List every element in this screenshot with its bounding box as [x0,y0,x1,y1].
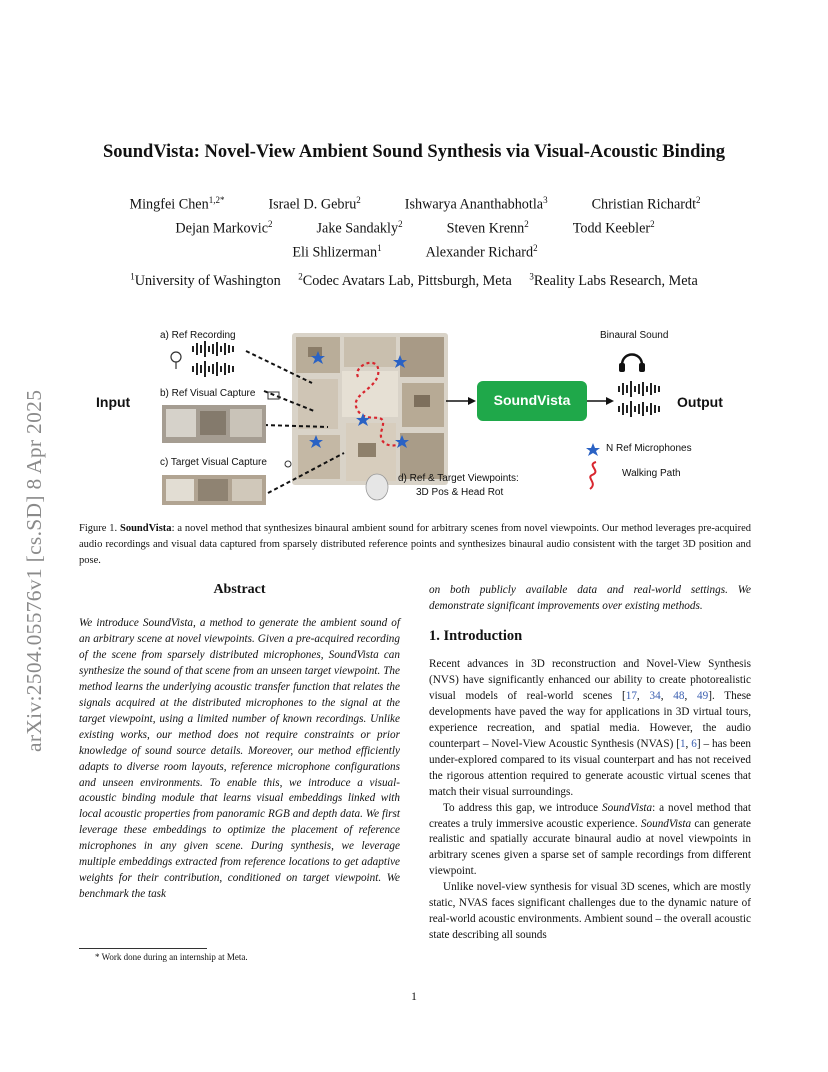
author: Israel D. Gebru$^2$ [268,195,361,213]
paragraph: To address this gap, we introduce SoundVista: a novel method that creates a truly immersive acoustic experience. SoundVista can generate realistic and spatially accurate binaural audio at novel viewpoints in arbitrary scenes given a sparse set of sample recordings from different viewpoint. [429,801,751,878]
affiliations [0,271,828,290]
abstract-heading-wrap [79,582,400,598]
ref-visual-label: b) Ref Visual Capture [160,388,256,399]
binaural-label: Binaural Sound [600,330,669,341]
author: Dejan Markovic$^2$ [175,219,273,237]
input-label: Input [96,394,131,410]
soundvista-label: SoundVista [493,392,571,408]
target-visual-label: c) Target Visual Capture [160,457,267,468]
page-number: 1 [411,991,417,1003]
footnote: * Work done during an internship at Meta. [95,952,248,962]
paragraph: Recent advances in 3D reconstruction and Novel-View Synthesis (NVS) have significantly enhanced our ability to create photorealistic visual models of real-world scenes [17, 34, 48, 49]. These developments have paved the way for applications in 3D virtual tours, experience recreation, and spatial media. However, the audio counterpart – Novel-View Acoustic Synthesis (NVAS) [1, 6] – has been under-explored compared to its visual counterpart and has not received the rigorous attention required to generate acoustic virtual scenes that match their visual surroundings. [429,658,752,798]
intro-body [429,657,751,944]
footnote-rule [79,948,207,949]
author: Steven Krenn$^2$ [446,219,529,237]
star-icon [586,443,600,456]
walking-path-legend: Walking Path [622,468,681,479]
author: Todd Keebler$^2$ [572,219,655,237]
author: Jake Sandakly$^2$ [316,219,403,237]
abstract-text: We introduce SoundVista, a method to generate the ambient sound of an arbitrary scene at novel viewpoints. Given a pre-acquired recording of the scene from sparsely distributed microphones, SoundVista can synthesize the sound of that scene from an unseen target viewpoint. The method learns the underlying acoustic transfer function that relates the signals acquired at the distributed microphones to the signal at the target viewpoint, using a limited number of known recordings. Unlike existing works, our method does not require constraints or prior knowledge of sound source details. Moreover, our method efficiently adapts to diverse room layouts, reference microphone configurations and unseen environments. To enable this, we introduce a visual-acoustic binding module that learns visual embeddings linked with local acoustic properties from panoramic RGB and depth data. We first leverage these embeddings to optimize the placement of reference microphones in any given scene. During synthesis, we leverage multiple embeddings extracted from reference locations to get adaptive weights for their contribution, conditioned on target viewpoint. We benchmark the task [79,617,400,901]
output-label: Output [677,394,723,410]
headphones-icon [619,355,645,373]
affiliation: $^1$University of Washington [130,271,281,289]
authors-row-1 [60,195,770,214]
author: Ishwarya Ananthabhotla$^3$ [404,195,548,213]
author: Alexander Richard$^2$ [425,243,538,261]
floor-plan [292,333,448,485]
author: Eli Shlizerman$^1$ [292,243,382,261]
walking-path-legend-icon [590,462,596,489]
affiliation: $^2$Codec Avatars Lab, Pittsburgh, Meta [298,271,512,289]
arxiv-stamp: arXiv:2504.05576v1 [cs.SD] 8 Apr 2025 [22,389,46,752]
abstract-heading: Abstract [213,582,266,597]
viewpoints-sublabel: 3D Pos & Head Rot [416,487,504,498]
paper-title: SoundVista: Novel-View Ambient Sound Synthesis via Visual-Acoustic Binding [102,142,726,162]
intro-heading: 1. Introduction [429,628,523,644]
paragraph: Unlike novel-view synthesis for visual 3D scenes, which are mostly static, NVAS faces significant challenges due to the dynamic nature of real-world acoustic environments. Ambient sound – the overall acoustic state describing all sounds [429,881,751,942]
author: Mingfei Chen$^{1,2*}$ [129,195,225,213]
authors-row-2 [60,219,770,238]
camera-icon [285,461,291,467]
head-icon [366,474,388,500]
authors-row-3 [60,243,770,262]
ref-mics-legend: N Ref Microphones [606,443,692,454]
abstract-continued: on both publicly available data and real-world settings. We demonstrate significant improvements over existing methods. [429,584,751,612]
teaser-figure [96,325,732,507]
viewpoints-label: d) Ref & Target Viewpoints: [398,473,519,484]
author: Christian Richardt$^2$ [591,195,701,213]
affiliation: $^3$Reality Labs Research, Meta [529,271,698,289]
figure-caption: Figure 1. SoundVista: a novel method that synthesizes binaural ambient sound for arbitrary scenes from novel viewpoints. Our method leverages pre-acquired audio recordings and visual data captured from sparsely distributed reference points and synthesizes binaural audio consistent with the target 3D position and pose. [79,523,751,566]
ref-recording-label: a) Ref Recording [160,330,236,341]
microphone-icon [171,352,181,369]
